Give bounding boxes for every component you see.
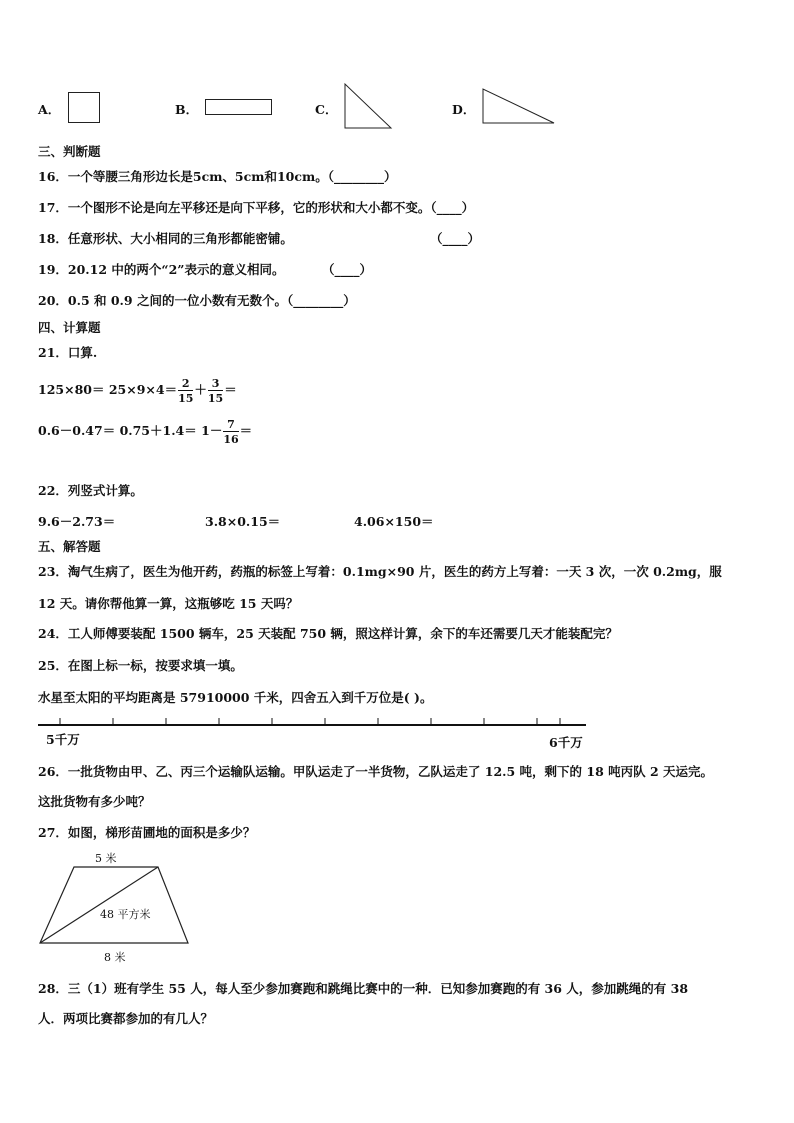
equals-sign: ＝ [224,382,237,397]
section4-title: 四、计算题 [38,320,101,335]
vertical-calc-3: 4.06×150＝ [354,514,434,529]
q21: 21．口算. [38,345,98,360]
option-b-rectangle [205,99,272,115]
q18-blank[interactable]: （____） [430,231,481,246]
plus-sign: ＋ [194,382,207,397]
fraction-numerator: 7 [223,419,238,432]
equals-sign: ＝ [239,423,253,438]
fraction-denominator: 15 [207,391,224,405]
option-b-label: B． [175,102,199,117]
calc-0.75+1.4: 0.75＋1.4＝ [119,423,197,438]
option-d-label: D． [452,102,476,117]
mental-math-row-1 [38,372,237,408]
calc-1-minus: 1－ [201,423,223,438]
trapezoid-top-label: 5 米 [95,852,117,865]
q19-blank[interactable]: （____） [322,262,373,277]
q23-line1: 23．淘气生病了，医生为他开药，药瓶的标签上写着：0.1mg×90 片，医生的药方上写着：一天 3 次，一次 0.2mg，服 [38,564,722,579]
q27: 27．如图，梯形苗圃地的面积是多少？ [38,825,256,840]
trapezoid-area-label: 48 平方米 [100,908,151,921]
vertical-calc-1: 9.6－2.73＝ [38,514,116,529]
fraction-numerator: 2 [178,378,193,391]
section3-title: 三、判断题 [38,144,101,159]
option-c-label: C． [315,102,338,117]
q16: 16．一个等腰三角形边长是5cm、5cm和10cm。（________） [38,169,397,184]
vertical-calc-2: 3.8×0.15＝ [205,514,281,529]
option-c-triangle [344,83,394,131]
q17: 17．一个图形不论是向左平移还是向下平移，它的形状和大小都不变。（____） [38,200,475,215]
q26-line2: 这批货物有多少吨？ [38,794,151,809]
number-line [38,714,588,734]
option-a-label: A． [38,102,61,117]
q18: 18．任意形状、大小相同的三角形都能密铺。 [38,231,293,246]
q26-line1: 26．一批货物由甲、乙、丙三个运输队运输。甲队运走了一半货物，乙队运走了 12.5 吨，剩下的 18 吨丙队 2 天运完。 [38,764,714,779]
calc-125x80: 125×80＝ [38,382,105,397]
q22: 22．列竖式计算。 [38,483,143,498]
q28-line2: 人．两项比赛都参加的有几人？ [38,1011,214,1026]
option-a-square [68,92,100,123]
section5-title: 五、解答题 [38,539,101,554]
fraction-denominator: 15 [178,391,194,405]
fraction-numerator: 3 [208,378,223,391]
fraction-3-15 [208,378,223,404]
q20: 20．0.5 和 0.9 之间的一位小数有无数个。（________） [38,293,356,308]
q23-line2: 12 天。请你帮他算一算，这瓶够吃 15 天吗？ [38,596,299,611]
fraction-7-16 [223,419,238,445]
q25-sub: 水星至太阳的平均距离是 57910000 千米，四舍五入到千万位是( )。 [38,690,433,705]
trapezoid-bottom-label: 8 米 [104,951,126,964]
number-line-end-label: 6千万 [549,735,583,750]
q24: 24．工人师傅要装配 1500 辆车，25 天装配 750 辆，照这样计算，余下的车还需要几天才能装配完？ [38,626,618,641]
mental-math-row-2 [38,413,252,449]
q25: 25．在图上标一标，按要求填一填。 [38,658,243,673]
q28-line1: 28．三（1）班有学生 55 人，每人至少参加赛跑和跳绳比赛中的一种．已知参加赛跑的有 36 人，参加跳绳的有 38 [38,981,689,996]
number-line-start-label: 5千万 [46,732,80,747]
calc-0.6-0.47: 0.6－0.47＝ [38,423,116,438]
calc-25x9x4: 25×9×4＝ [108,382,178,397]
fraction-2-15 [178,378,193,404]
fraction-denominator: 16 [223,432,239,446]
option-d-triangle [482,88,557,126]
q19: 19．20.12 中的两个“2”表示的意义相同。 [38,262,285,277]
